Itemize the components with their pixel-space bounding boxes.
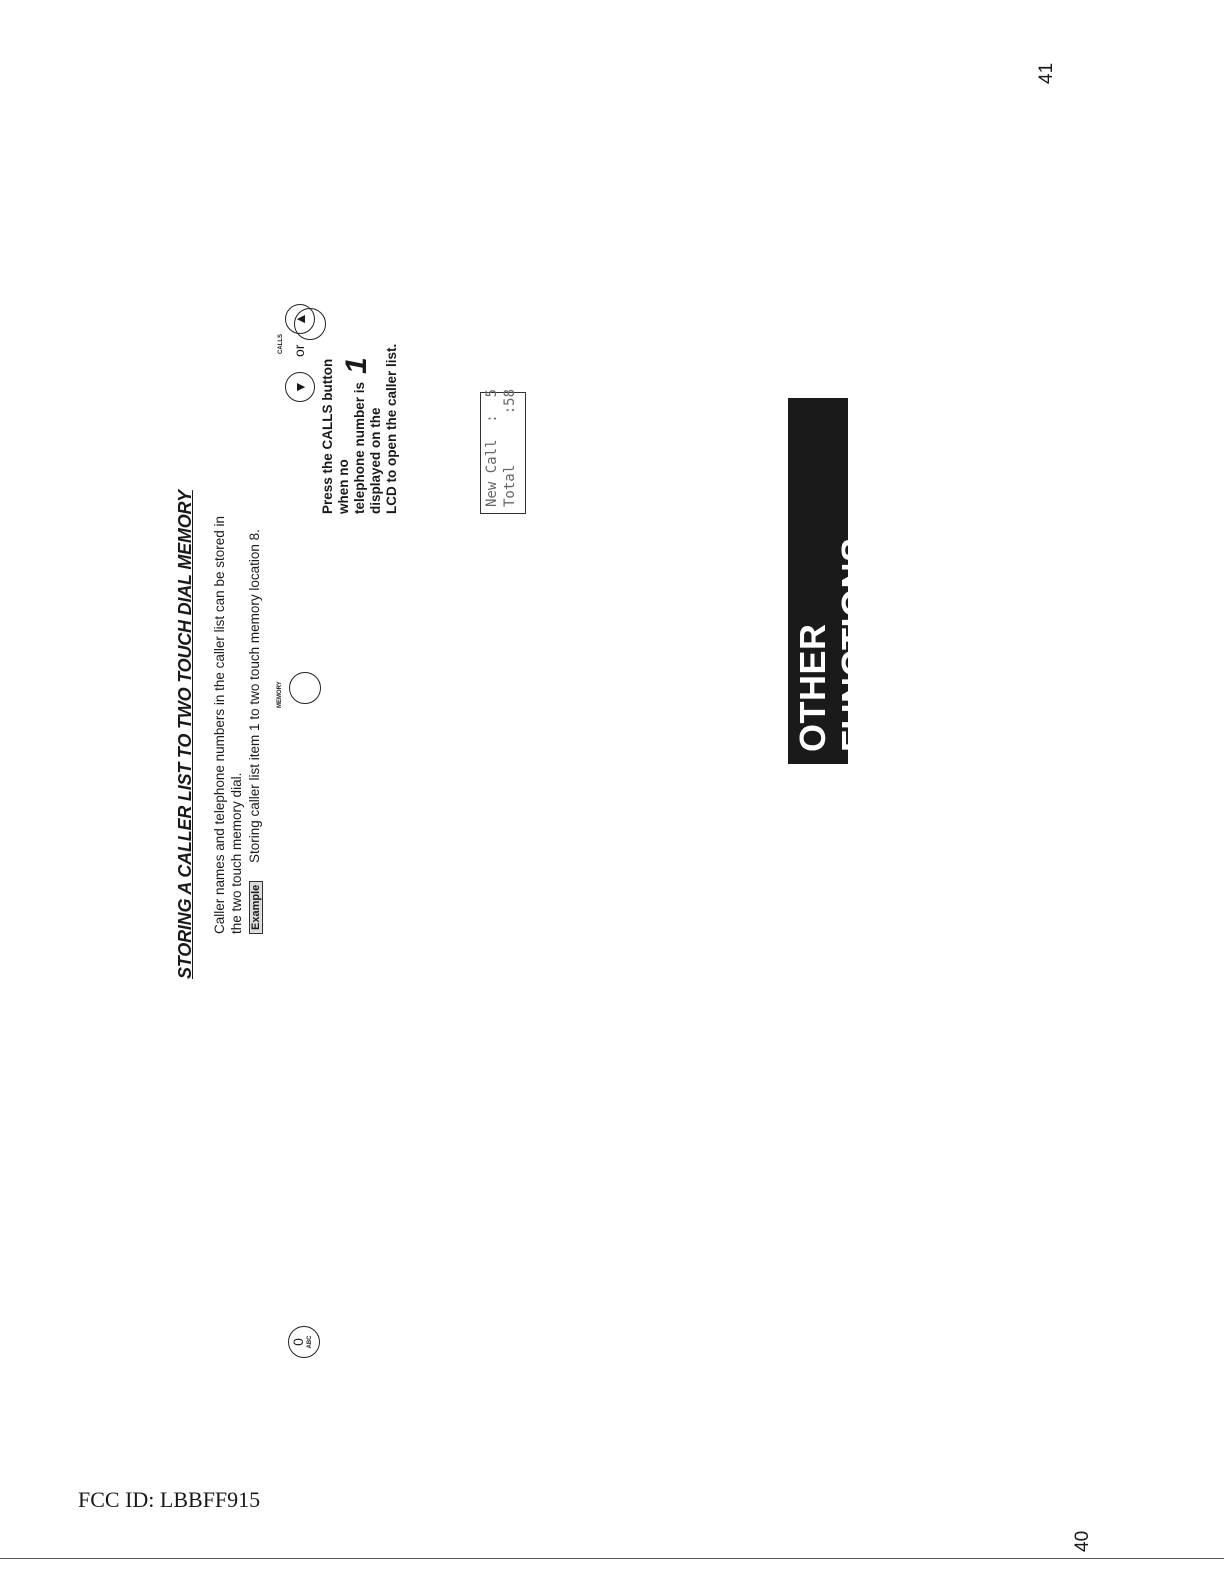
step-1-lcd-row-1: New Call : 5 <box>484 388 500 507</box>
step-1-line-3: LCD to open the caller list. <box>384 343 399 514</box>
or-text: or <box>291 344 307 357</box>
page-number-right: 41 <box>1036 62 1057 84</box>
example-tag: Example <box>249 881 263 934</box>
storing-intro-2: the two touch memory dial. <box>229 772 244 934</box>
step-1-lcd-row-2: Total :58 <box>502 388 518 507</box>
step-1-line-2: telephone number is displayed on the <box>352 381 383 514</box>
storing-intro-1: Caller names and telephone numbers in the caller list can be stored in <box>212 516 227 934</box>
memory-label: MEMORY <box>277 681 283 708</box>
page-number-left: 40 <box>1072 1530 1093 1552</box>
section-banner: OTHER FUNCTIONS <box>788 398 848 764</box>
down-arrow-button-icon: ▼ <box>285 372 315 402</box>
up-arrow-button-icon: ▲ <box>285 304 315 334</box>
step-1-line-1: Press the CALLS button when no <box>320 358 351 514</box>
storing-title: STORING A CALLER LIST TO TWO TOUCH DIAL MEMORY <box>175 490 195 979</box>
fcc-id: FCC ID: LBBFF915 <box>78 1487 261 1512</box>
step-1-number: 1 <box>340 357 373 374</box>
zero-button-icon: 0 ABC <box>288 1326 320 1358</box>
example-text: Storing caller list item 1 to two touch memory location 8. <box>247 529 262 863</box>
calls-label: CALLS <box>278 334 284 354</box>
